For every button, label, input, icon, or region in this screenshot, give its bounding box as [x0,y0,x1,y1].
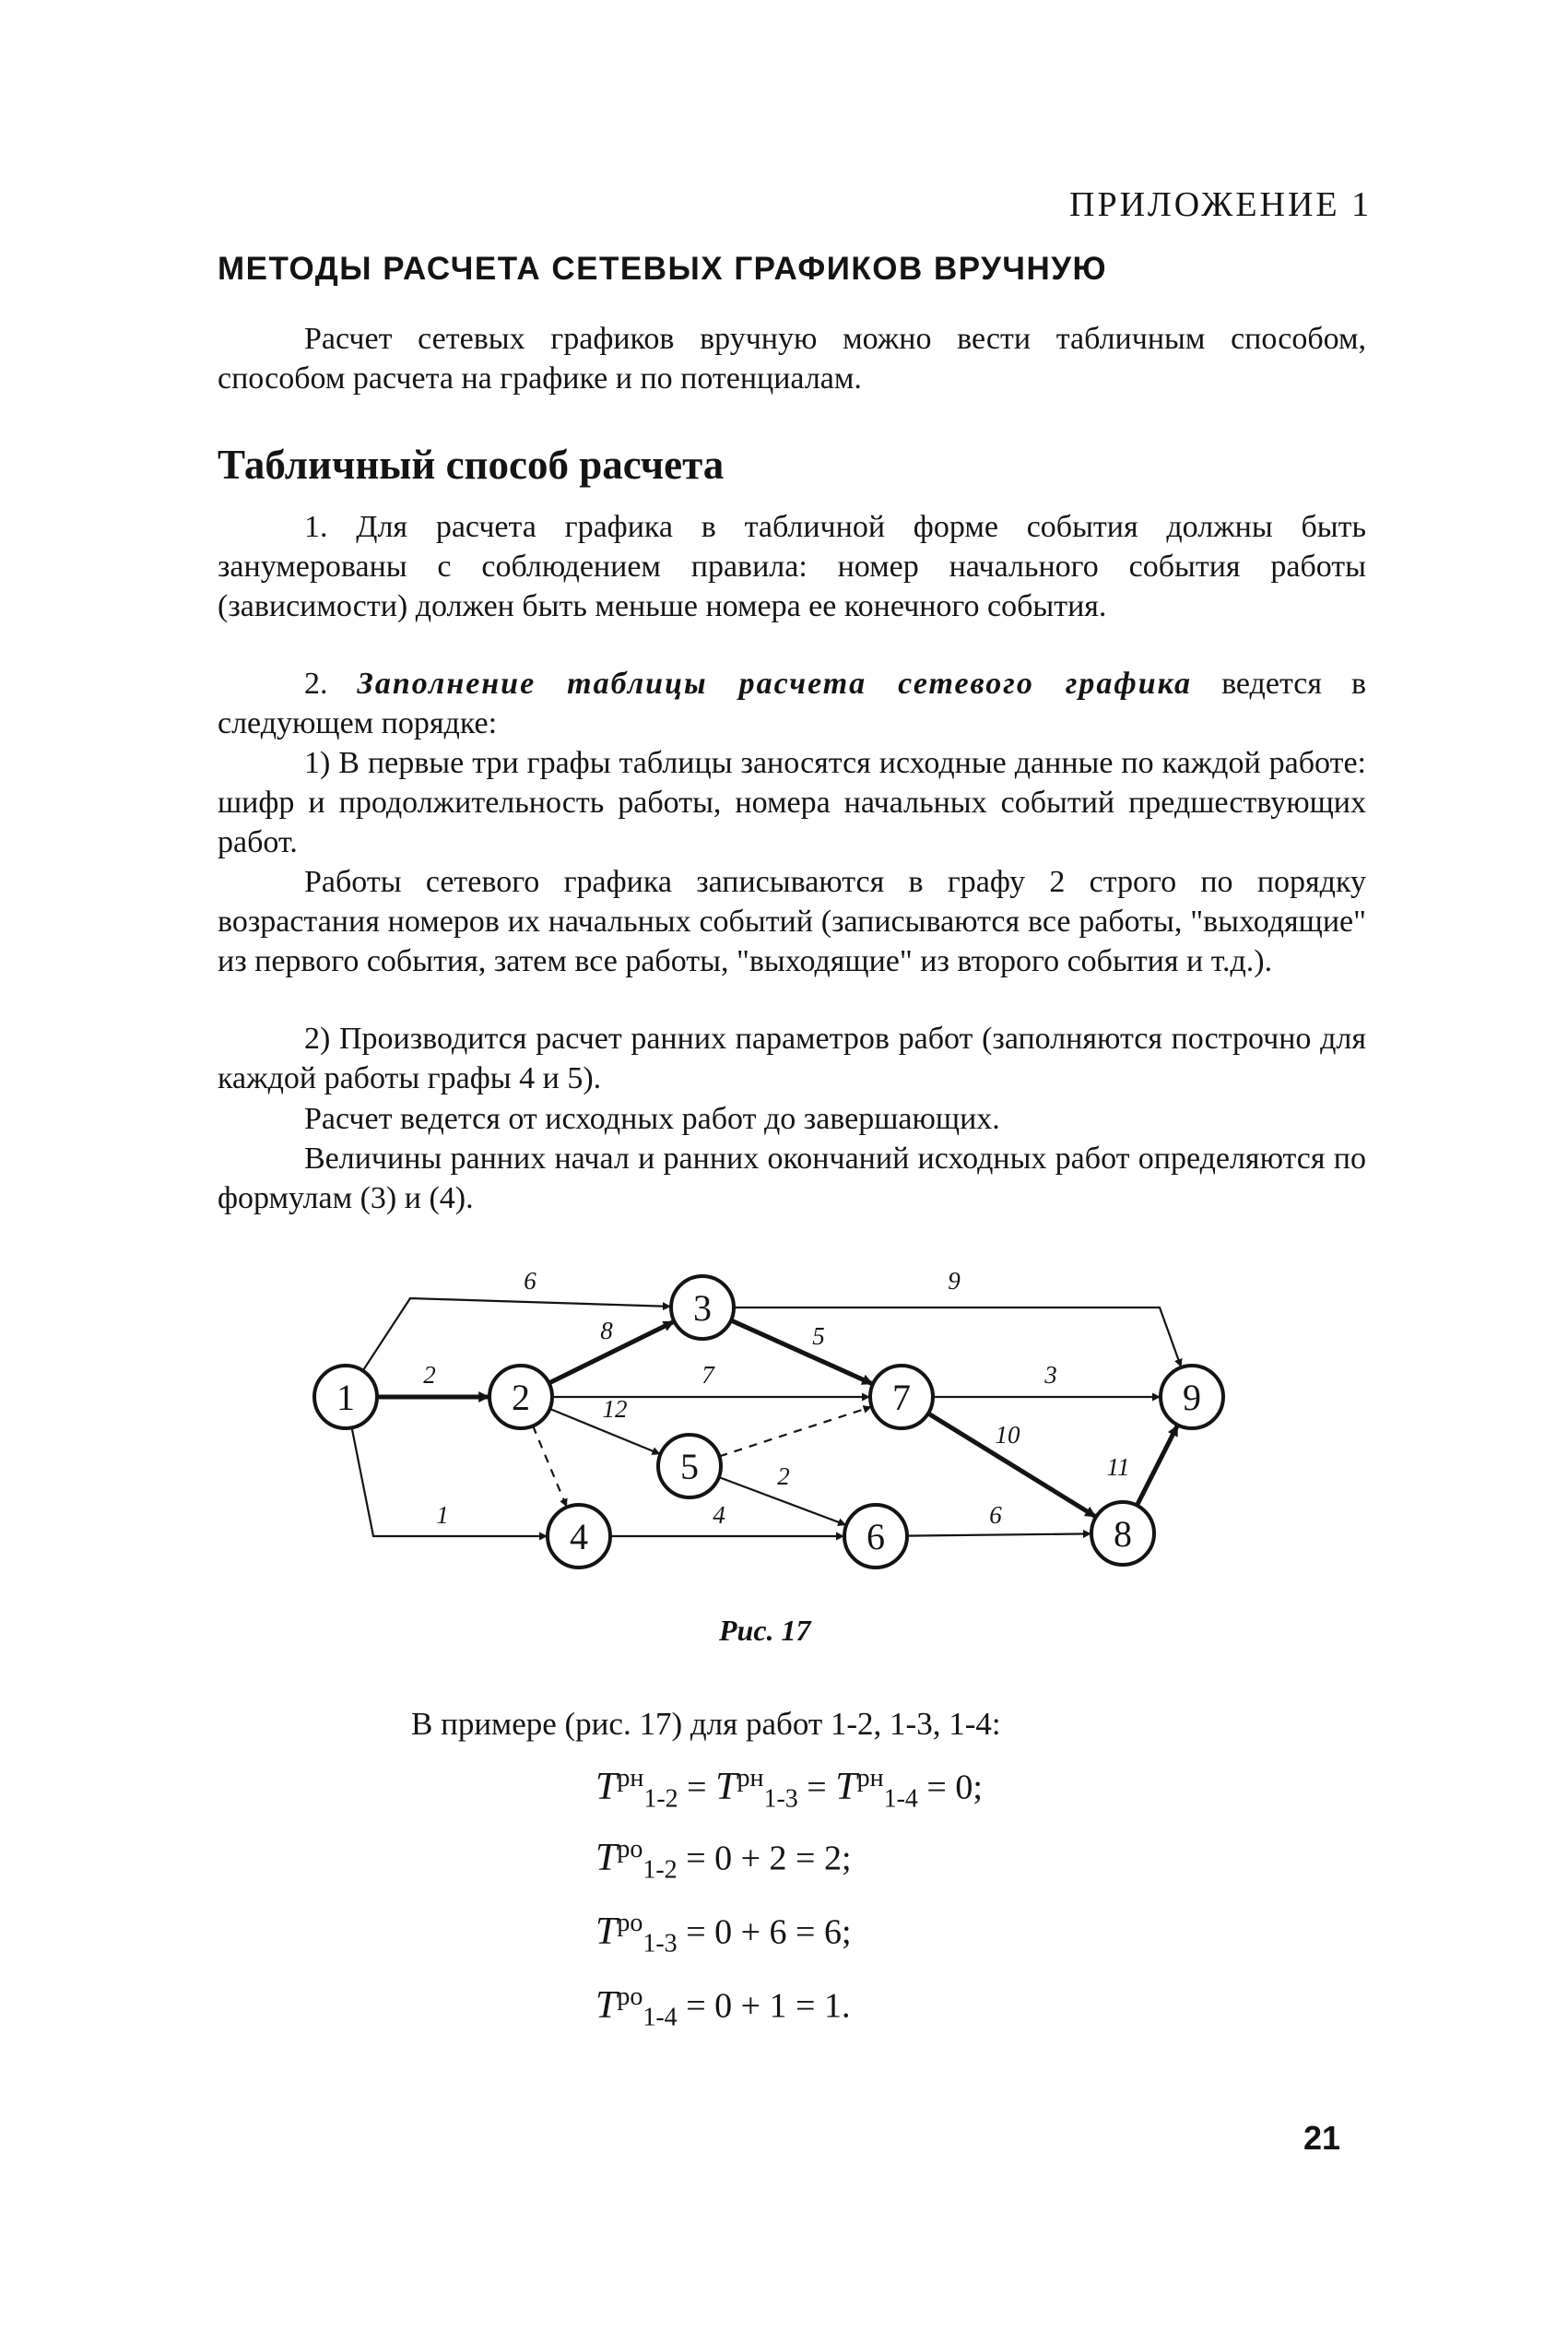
formula-4-sub: 1-4 [643,2003,678,2032]
page-number: 21 [1303,2119,1341,2157]
edge-label-6-8: 6 [989,1501,1002,1529]
formula-1-sym-c: T [835,1765,857,1808]
formula-2-result: = 0 + 2 = 2; [677,1839,852,1878]
edge-3-9 [734,1307,1181,1367]
formula-4-sym: T [595,1983,618,2027]
paragraph-1: 1. Для расчета графика в табличной форме события должны быть занумерованы с соблюдением правила: номер начального события работы (зависимости) должен быть меньше номера ее конечного события. [218,510,1366,623]
formula-1-sub-a: 1-2 [643,1784,678,1814]
edge-label-2-3: 8 [600,1317,613,1344]
formula-1-result: = 0; [917,1768,983,1807]
formula-1-sym-b: T [715,1765,737,1808]
paragraph-4: Работы сетевого графика записываются в графу 2 строго по порядку возрастания номеров их начальных событий (записываются все работы, "выходящие" из первого события, затем все работы, "выходящие" из второго события и т.д.). [218,865,1366,978]
event-node-label-1: 1 [336,1377,355,1418]
edge-label-7-8: 10 [995,1421,1020,1449]
edge-label-8-9: 11 [1106,1453,1130,1481]
appendix-label: ПРИЛОЖЕНИЕ 1 [1069,185,1373,224]
edge-label-1-3: 6 [524,1267,536,1295]
edge-8-9 [1137,1426,1177,1505]
formula-1-eq-a: = [678,1768,716,1807]
edge-label-1-2: 2 [423,1361,436,1389]
event-node-label-7: 7 [892,1377,911,1418]
network-diagram [277,1245,1272,1595]
formula-1 [595,1766,983,1812]
formula-2 [595,1837,852,1883]
formula-2-sup: ро [617,1835,643,1864]
edge-label-4-6: 4 [713,1501,725,1529]
edge-1-3 [363,1298,670,1371]
formula-1-sym-a: T [595,1765,618,1808]
formula-3-sub: 1-3 [643,1929,678,1958]
event-node-label-5: 5 [680,1446,699,1487]
edge-label-2-5: 12 [602,1395,628,1423]
edge-3-7 [731,1320,872,1384]
example-text: В примере (рис. 17) для работ 1-2, 1-3, 1-4: [411,1706,1001,1742]
formula-1-sup-a: рн [617,1764,644,1793]
edge-label-1-4: 1 [436,1501,449,1529]
edge-label-2-7: 7 [701,1361,714,1389]
event-node-label-4: 4 [570,1516,588,1557]
formula-2-sub: 1-2 [643,1855,678,1885]
edge-label-3-9: 9 [948,1267,961,1295]
event-node-label-2: 2 [512,1377,530,1418]
formula-1-sup-c: рн [856,1764,884,1793]
formula-3-result: = 0 + 6 = 6; [677,1912,852,1952]
paragraph-7: Величины ранних начал и ранних окончаний исходных работ определяются по формулам (3) и (4). [218,1142,1366,1215]
edge-label-7-9: 3 [1044,1361,1057,1389]
formula-4-sup: ро [617,1982,643,2011]
edge-2-4 [533,1426,566,1506]
event-node-label-6: 6 [867,1516,885,1557]
paragraph-2-italic: Заполнение таблицы расчета сетевого графика [357,667,1193,701]
formula-1-sup-b: рн [737,1764,764,1793]
edge-1-4 [352,1427,547,1536]
paragraph-5: 2) Производится расчет ранних параметров работ (заполняются построчно для каждой работы графы 4 и 5). [218,1022,1366,1095]
edge-5-7 [719,1407,870,1457]
formula-1-eq-b: = [797,1768,836,1807]
edge-label-3-7: 5 [812,1322,825,1350]
event-node-label-3: 3 [693,1287,712,1329]
paragraph-3: 1) В первые три графы таблицы заносятся исходные данные по каждой работе: шифр и продолжительность работы, номера начальных событий предшествующих работ. [218,746,1366,859]
event-node-label-9: 9 [1183,1377,1201,1418]
formula-1-sub-c: 1-4 [883,1784,918,1814]
page-title: МЕТОДЫ РАСЧЕТА СЕТЕВЫХ ГРАФИКОВ ВРУЧНУЮ [218,251,1108,287]
section-heading: Табличный способ расчета [218,442,725,488]
event-node-label-8: 8 [1114,1513,1132,1555]
paragraph-2-number: 2. [304,667,328,701]
figure-caption: Рис. 17 [719,1614,811,1647]
formula-2-sym: T [595,1836,618,1879]
formula-1-sub-b: 1-3 [763,1784,798,1814]
formula-4-result: = 0 + 1 = 1. [677,1986,851,2026]
formula-3-sym: T [595,1910,618,1953]
edge-label-5-6: 2 [777,1462,790,1490]
formula-3-sup: ро [617,1909,643,1937]
paragraph-6: Расчет ведется от исходных работ до завершающих. [304,1102,1000,1136]
paragraph-2 [218,664,1366,743]
formula-3 [595,1911,852,1957]
intro-paragraph: Расчет сетевых графиков вручную можно вести табличным способом, способом расчета на графике и по потенциалам. [218,322,1366,396]
edge-6-8 [907,1533,1091,1535]
paragraph-2-rest: ведется в следующем порядке: [218,667,1367,740]
formula-4 [595,1984,850,2030]
